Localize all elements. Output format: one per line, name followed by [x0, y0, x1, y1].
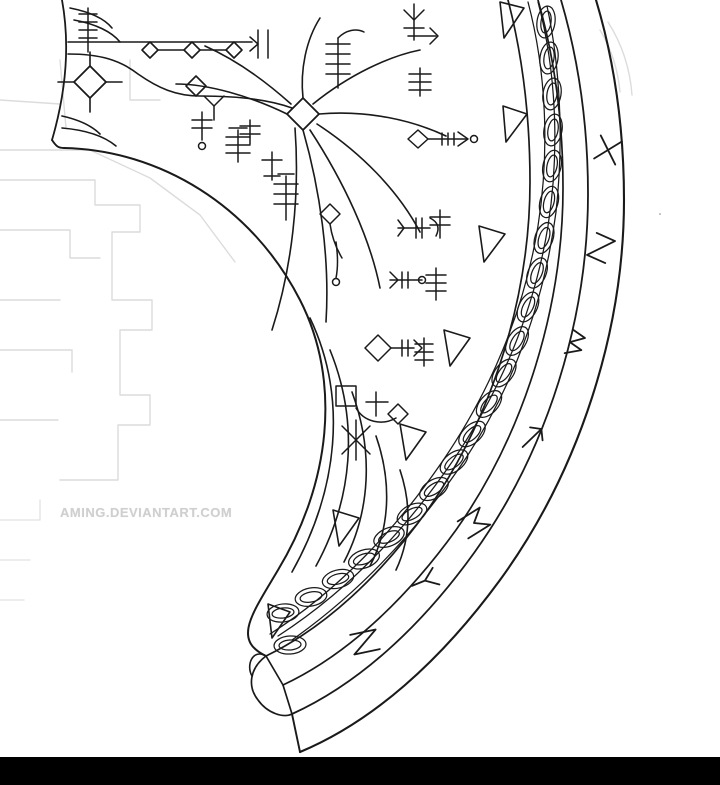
triangle-marker [479, 226, 505, 262]
stave-mark [398, 218, 438, 238]
stave-mark [204, 96, 224, 120]
triangle-marker [400, 424, 426, 460]
knotwork-band [266, 2, 565, 655]
inner-field-arcs [52, 0, 408, 656]
rune-staves [79, 4, 660, 460]
rune-glyph-z [587, 233, 615, 263]
outer-contour-arcs [250, 0, 624, 752]
braid-strands [270, 2, 560, 640]
letterbox-bottom [0, 757, 720, 785]
stave-mark [409, 68, 431, 96]
triangle-marker [444, 330, 470, 366]
stave-mark [192, 112, 212, 150]
watermark: AMING.DEVIANTART.COM [60, 505, 233, 520]
stave-mark [320, 204, 660, 258]
stave-mark [356, 392, 396, 422]
stave-mark [408, 28, 438, 44]
stave-mark [404, 4, 424, 40]
stave-mark [226, 128, 250, 162]
stave-mark [250, 30, 268, 58]
triangle-marker [503, 106, 527, 142]
stave-hub [176, 18, 446, 330]
stave-mark [262, 152, 282, 180]
stave-mark [326, 30, 364, 88]
stave-mark [430, 210, 450, 238]
stave-mark [79, 8, 97, 52]
rune-glyph-s [560, 330, 589, 360]
rune-glyph-x [594, 135, 622, 164]
stave-mark [333, 242, 340, 286]
stave-mark [408, 130, 478, 148]
stave-mark [365, 335, 422, 361]
stave-mark [240, 120, 260, 144]
rune-glyph-m [458, 508, 491, 539]
stave-mark [426, 268, 446, 300]
stave-mark [415, 338, 433, 366]
stave-mark [390, 272, 426, 288]
faint-interior-shapes [0, 500, 40, 600]
braid-loops [266, 5, 565, 655]
rune-glyph-n [350, 630, 380, 655]
faint-pencil-guides [0, 22, 632, 480]
